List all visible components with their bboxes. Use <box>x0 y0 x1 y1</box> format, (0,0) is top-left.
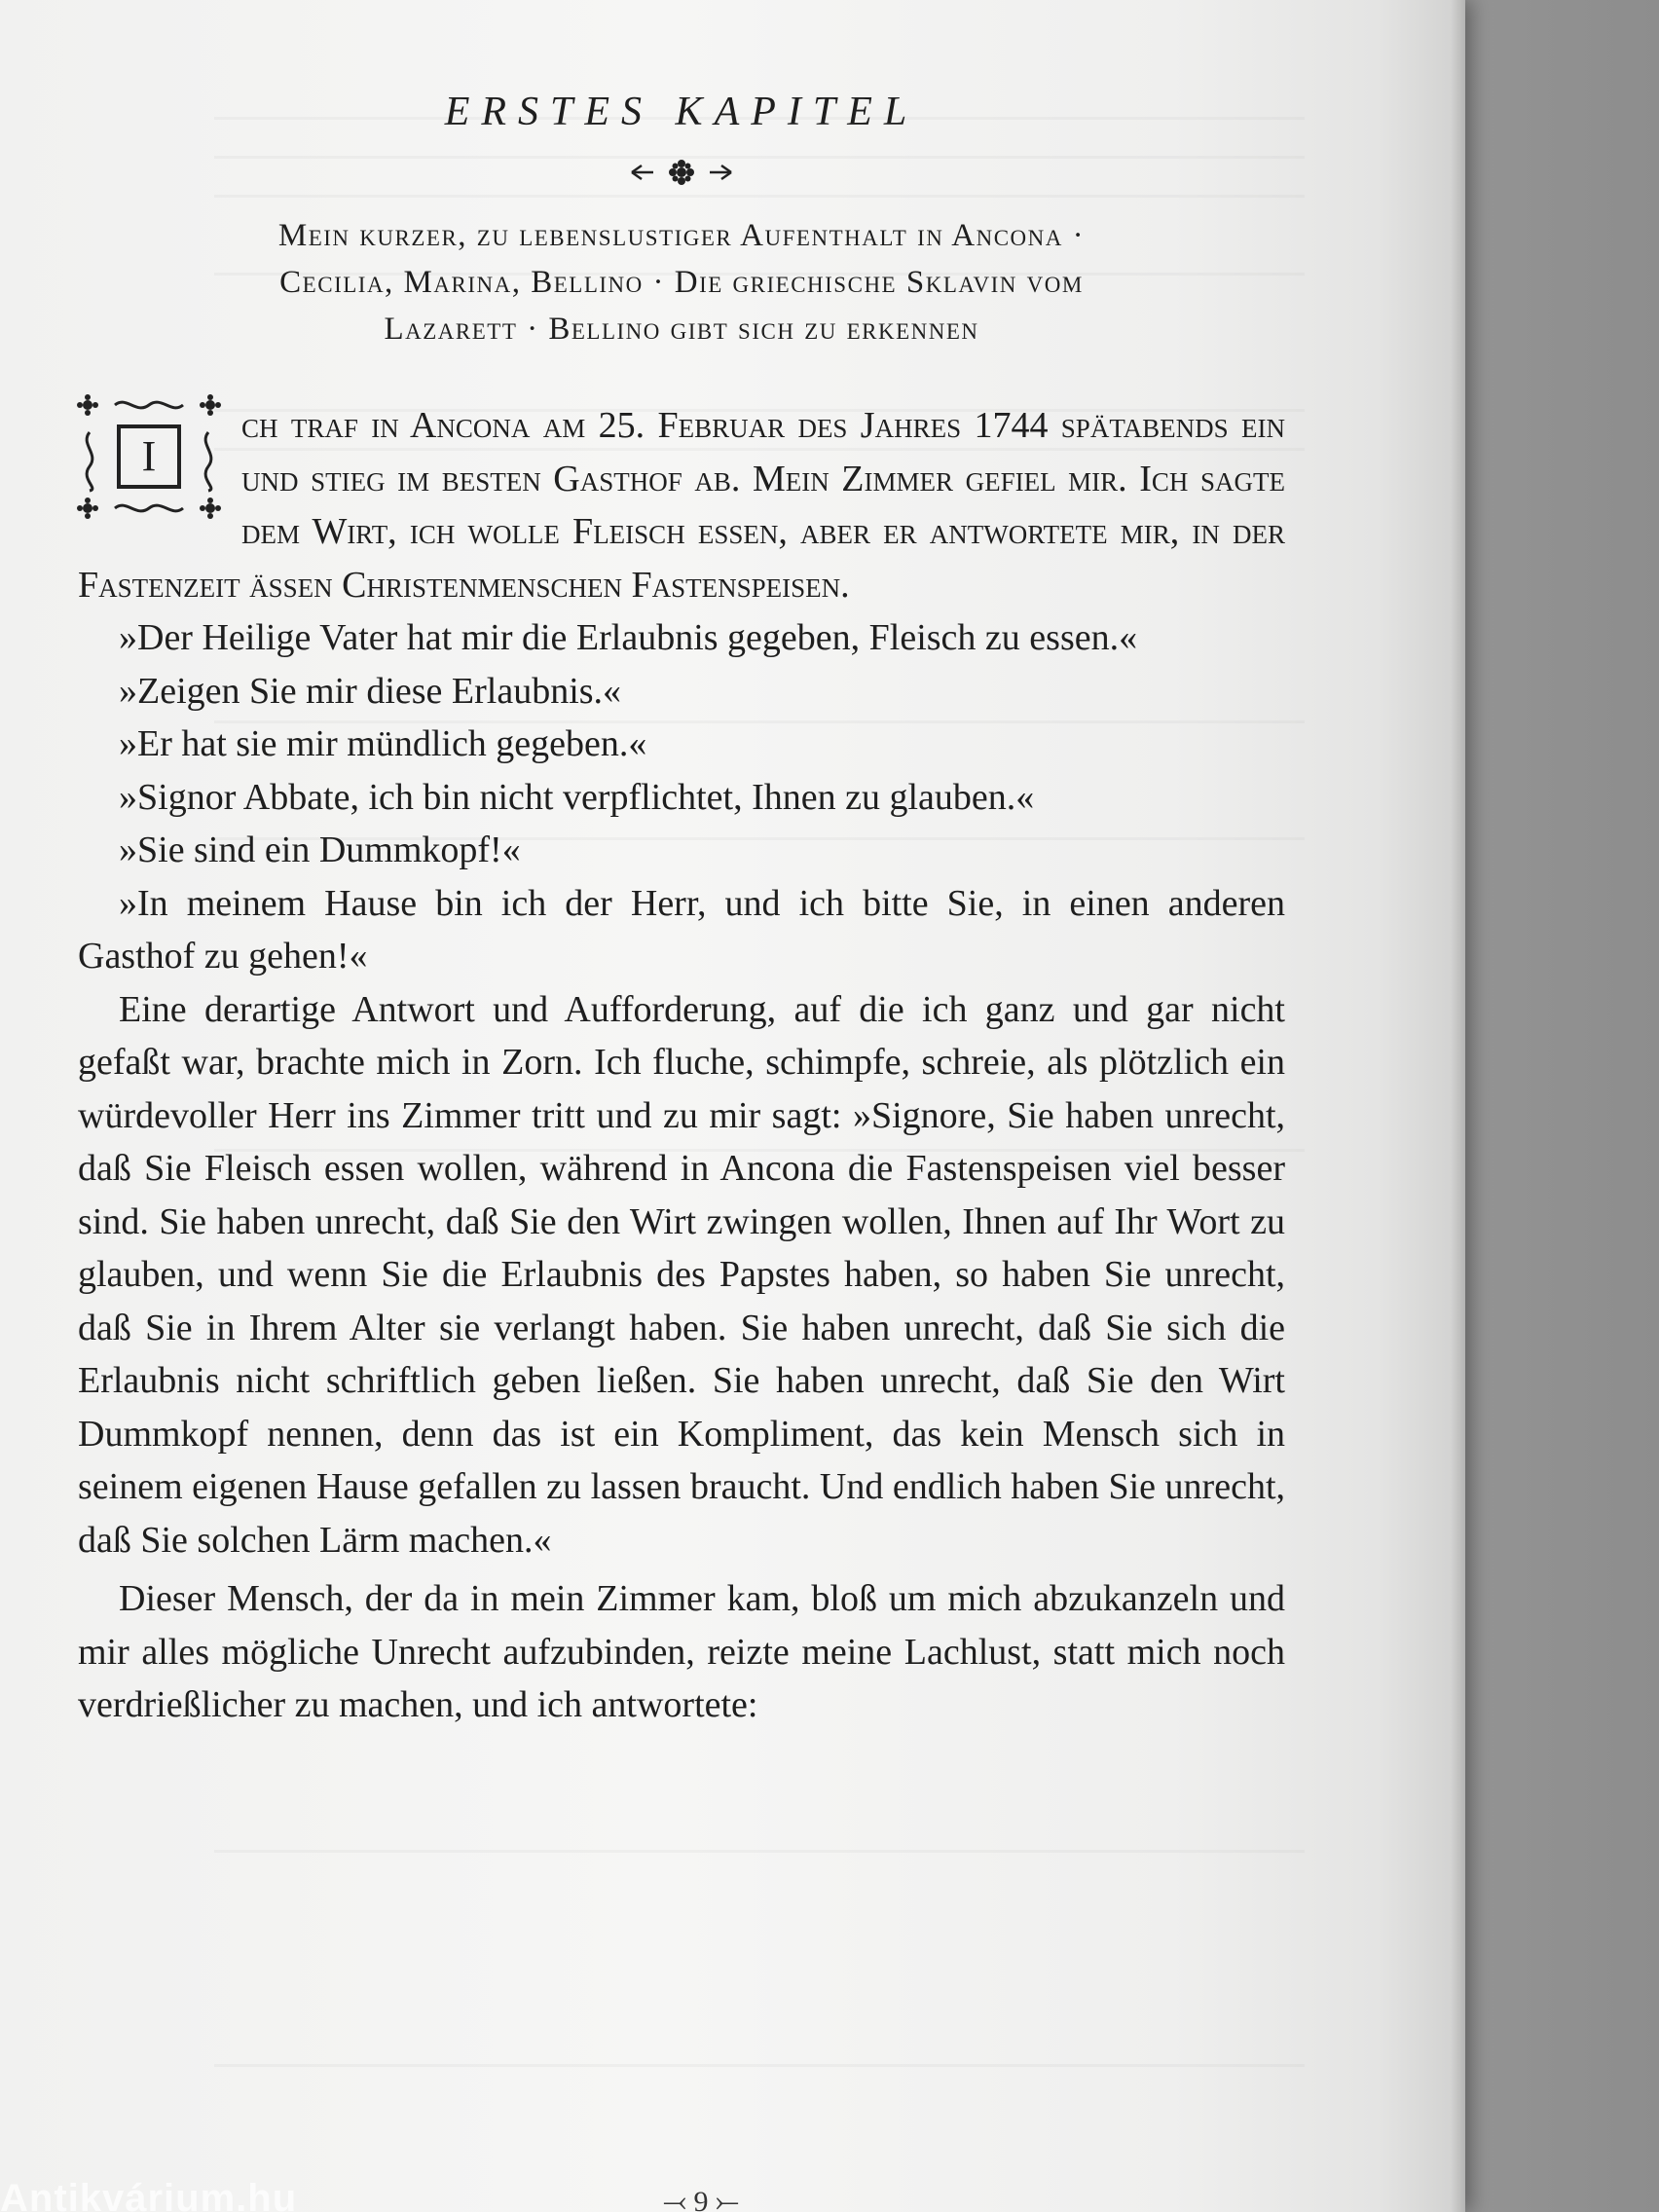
chapter-body <box>78 399 1285 1732</box>
page-edge-shadow <box>1451 0 1465 2212</box>
drop-cap-letter: I <box>141 432 157 481</box>
watermark-text: Antikvárium.hu <box>0 2177 298 2212</box>
dialogue-line: »Zeigen Sie mir diese Erlaubnis.« <box>119 670 622 712</box>
paragraph <box>78 399 1285 611</box>
drop-cap <box>76 393 232 520</box>
summary-line: Cecilia, Marina, Bellino · Die griechische Sklavin vom <box>279 265 1084 301</box>
summary-line: Lazarett · Bellino gibt sich zu erkennen <box>384 312 979 348</box>
first-paragraph-text: ch traf in Ancona am 25. Februar des Jahres 1744 spätabends ein und stieg im besten Gasthof ab. Mein Zimmer gefiel mir. Ich sagte dem Wirt, ich wolle Fleisch essen, aber er antwortete mir, in der Fastenzeit äßen Christenmenschen Fastenspeisen. <box>78 405 1285 606</box>
paragraph: Dieser Mensch, der da in mein Zimmer kam, bloß um mich abzukanzeln und mir alles mögliche Unrecht aufzubinden, reizte meine Lachlust, statt mich noch verdrießlicher zu machen, und ich antwortete: <box>78 1578 1285 1726</box>
page-content <box>78 58 1285 1732</box>
chapter-title: ERSTES KAPITEL <box>444 90 919 134</box>
summary-line: Mein kurzer, zu lebenslustiger Aufenthalt in Ancona · <box>277 218 1086 254</box>
dialogue-line: »Der Heilige Vater hat mir die Erlaubnis gegeben, Fleisch zu essen.« <box>119 617 1138 659</box>
fleuron-icon <box>628 158 735 187</box>
dialogue-line: »Sie sind ein Dummkopf!« <box>119 830 521 871</box>
dialogue-line: »In meinem Hause bin ich der Herr, und ich bitte Sie, in einen anderen Gasthof zu gehen!« <box>78 882 1285 977</box>
dialogue-line: »Signor Abbate, ich bin nicht verpflichtet, Ihnen zu glauben.« <box>119 776 1035 818</box>
chapter-summary <box>117 212 1246 352</box>
paragraph: Eine derartige Antwort und Aufforderung, auf die ich ganz und gar nicht gefaßt war, brachte mich in Zorn. Ich fluche, schimpfe, schreie, als plötzlich ein würdevoller Herr ins Zimmer tritt und zu mir sagt: »Signore, Sie haben unrecht, daß Sie Fleisch essen wollen, während in Ancona die Fastenspeisen viel besser sind. Sie haben unrecht, daß Sie den Wirt zwingen wollen, Ihnen auf Ihr Wort zu glauben, und wenn Sie die Erlaubnis des Papstes haben, so haben Sie unrecht, daß Sie in Ihrem Alter sie verlangt haben. Sie haben unrecht, daß Sie sich die Erlaubnis nicht schriftlich geben ließen. Sie haben unrecht, daß Sie den Wirt Dummkopf nennen, denn das ist ein Kompliment, das kein Mensch sich in seinem eigenen Hause gefallen zu lassen braucht. Und endlich haben Sie unrecht, daß Sie solchen Lärm machen.« <box>78 988 1285 1561</box>
page-number: ⤙ 9 ⤚ <box>663 2186 739 2212</box>
dialogue-line: »Er hat sie mir mündlich gegeben.« <box>119 723 647 765</box>
